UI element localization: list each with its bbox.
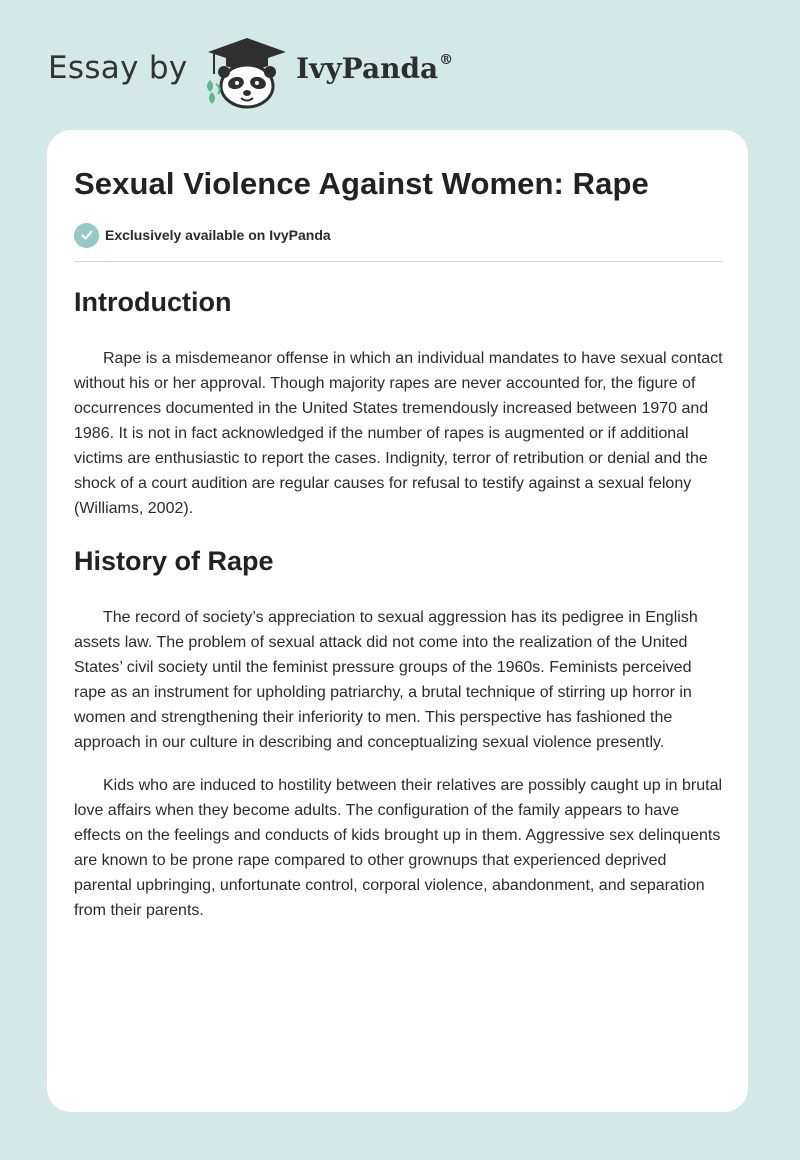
panda-logo-icon — [200, 36, 294, 110]
essay-by-label: Essay by — [48, 50, 188, 86]
badge-text: Exclusively available on IvyPanda — [105, 227, 331, 243]
article-body — [74, 280, 726, 941]
paragraph: Rape is a misdemeanor offense in which an individual mandates to have sexual contact without his or her approval. Though majority rapes are never accounted for, the figure of occurrences documented in the United States tremendously increased between 1970 and 1986. It is not in fact acknowledged if the number of rapes is augmented or if additional victims are enthusiastic to report the cases. Indignity, terror of retribution or denial and the shock of a court audition are regular causes for refusal to testify against a sexual felony (Williams, 2002). — [74, 350, 723, 517]
section-heading-history: History of Rape — [74, 546, 274, 576]
paragraph: Kids who are induced to hostility between their relatives are possibly caught up in brutal love affairs when they become adults. The configuration of the family appears to have effects on the feelings and conducts of kids brought up in them. Aggressive sex delinquents are known to be prone rape compared to other grownups that experienced deprived parental upbringing, unfortunate control, corporal violence, abandonment, and separation from their parents. — [74, 777, 723, 919]
brand-name — [296, 52, 453, 85]
registered-mark: ® — [439, 51, 454, 68]
site-header — [0, 0, 800, 130]
title-divider — [74, 261, 723, 262]
brand-text: IvyPanda — [296, 52, 439, 85]
paragraph: The record of society’s appreciation to sexual aggression has its pedigree in English assets law. The problem of sexual attack did not come into the realization of the United States’ civil society until the feminist pressure groups of the 1960s. Feminists perceived rape as an instrument for upholding patriarchy, a brutal technique of stirring up horror in women and strengthening their inferiority to men. This perspective has fashioned the approach in our culture in describing and conceptualizing sexual violence presently. — [74, 609, 698, 751]
check-circle-icon — [74, 223, 99, 248]
essay-card — [47, 130, 748, 1112]
exclusive-badge — [74, 222, 331, 248]
section-heading-introduction: Introduction — [74, 287, 232, 317]
page-title: Sexual Violence Against Women: Rape — [74, 166, 649, 201]
